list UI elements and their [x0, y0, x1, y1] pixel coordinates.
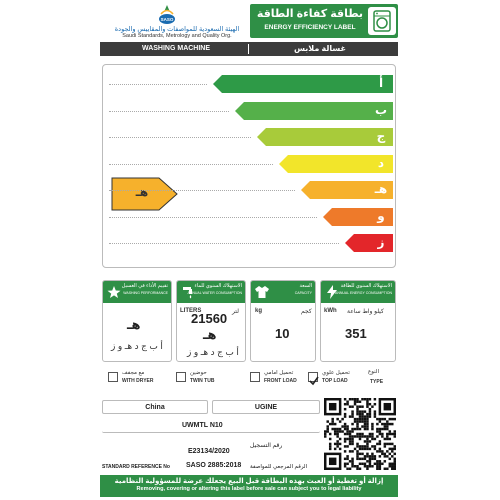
washing-performance-box	[102, 280, 172, 362]
origin-field	[102, 400, 208, 414]
washing-performance-title-english: WASHING PERFORMANCE	[123, 291, 168, 295]
scale-guide-line	[109, 111, 229, 112]
rating-arrow-letter: هـ	[135, 185, 149, 199]
type-label-arabic-item: مع مجفف	[122, 370, 145, 376]
energy-class-bar	[345, 234, 393, 252]
annual-energy-box	[320, 280, 396, 362]
type-checkbox[interactable]	[108, 372, 118, 382]
capacity-title-arabic: السعة	[299, 283, 312, 289]
product-name-english: WASHING MACHINE	[141, 45, 211, 52]
energy-class-letter: ز	[377, 235, 385, 249]
energy-class-bar	[257, 128, 393, 146]
washing-performance-title-arabic: تقييم الأداء في الغسيل	[121, 283, 168, 289]
qr-code[interactable]	[324, 398, 396, 470]
model-field	[102, 419, 320, 433]
capacity-header	[251, 281, 315, 303]
scale-guide-line	[109, 217, 317, 218]
energy-scale	[102, 64, 396, 268]
energy-class-bar-shape	[235, 102, 393, 120]
energy-class-bar	[279, 155, 393, 173]
org-name-english: Saudi Standards, Metrology and Quality Org.	[122, 33, 232, 39]
energy-class-bar-shape	[213, 75, 393, 93]
legal-warning	[100, 475, 398, 497]
energy-label	[100, 2, 398, 497]
legal-warning-english: Removing, covering or altering this label before sale can subject you to legal liability	[136, 486, 362, 492]
type-label-english-item: WITH DRYER	[122, 378, 154, 384]
type-label-english-item: TOP LOAD	[322, 378, 348, 384]
water-grade-scale: أ ب ج د هـ و ز	[187, 347, 239, 357]
scale-guide-line	[109, 164, 273, 165]
energy-class-letter: أ	[378, 76, 384, 90]
scale-guide-line	[109, 190, 295, 191]
water-consumption-value: 21560	[191, 311, 228, 326]
model-value: UWMTL N10	[182, 422, 223, 429]
washing-machine-icon	[368, 7, 396, 35]
standard-reference-label-arabic: الرقم المرجعي للمواصفة	[250, 464, 308, 470]
energy-class-bar	[235, 102, 393, 120]
water-grade: هـ	[203, 327, 217, 342]
annual-energy-header	[321, 281, 395, 303]
saso-logo-text: SASO	[160, 17, 174, 22]
type-checkbox[interactable]	[176, 372, 186, 382]
product-bar-divider	[248, 44, 249, 54]
water-consumption-title-english: ANNUAL WATER CONSUMPTION	[187, 291, 242, 295]
water-unit-arabic: لتر	[232, 309, 239, 315]
energy-class-letter: د	[377, 155, 385, 170]
label-title-box	[250, 4, 398, 38]
annual-energy-title-arabic: الاستهلاك السنوي للطاقة	[340, 283, 392, 289]
scale-guide-line	[109, 84, 207, 85]
brand-value: UGINE	[254, 404, 278, 411]
annual-energy-value: 351	[345, 326, 367, 341]
check-mark-icon	[309, 376, 319, 386]
standard-reference-value: SASO 2885:2018	[186, 462, 242, 469]
label-header	[100, 2, 398, 40]
product-name-arabic: غسالة ملابس	[293, 44, 347, 53]
org-name-arabic: الهيئة السعودية للمواصفات والمقاييس والجودة	[114, 26, 240, 33]
scale-guide-line	[109, 137, 251, 138]
type-checkbox[interactable]	[308, 372, 318, 382]
registration-number: E23134/2020	[188, 448, 230, 455]
energy-class-letter: ب	[374, 102, 388, 117]
label-title-english: ENERGY EFFICIENCY LABEL	[264, 24, 356, 31]
type-label-arabic-item: تحميل علوي	[322, 370, 350, 376]
energy-unit-arabic: كيلو واط ساعة	[347, 309, 384, 315]
capacity-value: 10	[275, 326, 290, 341]
rating-arrow	[111, 177, 179, 211]
water-unit-english: LITERS	[180, 308, 202, 314]
type-label-arabic: النوع	[368, 369, 379, 375]
energy-class-letter: ج	[376, 129, 386, 143]
type-label-arabic-item: تحميل امامي	[264, 370, 294, 376]
energy-unit-english: kWh	[324, 308, 337, 314]
label-title-arabic: بطاقة كفاءة الطاقة	[256, 8, 364, 20]
type-label-english: TYPE	[370, 379, 384, 385]
water-consumption-title-arabic: الاستهلاك السنوي للماء	[194, 283, 242, 289]
capacity-unit-arabic: كجم	[301, 309, 312, 315]
standard-reference-label-english: STANDARD REFERENCE No	[102, 464, 170, 470]
brand-field	[212, 400, 320, 414]
saso-logo-icon	[156, 4, 178, 26]
registration-label-arabic: رقم التسجيل	[250, 443, 283, 449]
capacity-box	[250, 280, 316, 362]
type-label-english-item: FRONT LOAD	[264, 378, 297, 384]
energy-class-letter: هـ	[374, 182, 388, 196]
product-bar	[100, 42, 398, 56]
type-checkbox[interactable]	[250, 372, 260, 382]
washing-performance-header	[103, 281, 171, 303]
scale-guide-line	[109, 243, 339, 244]
annual-energy-title-english: ANNUAL ENERGY CONSUMPTION	[335, 291, 392, 295]
capacity-unit-english: kg	[255, 308, 263, 314]
capacity-title-english: CAPACITY	[294, 291, 312, 295]
washing-performance-scale: أ ب ج د هـ و ز	[111, 341, 163, 351]
origin-value: China	[145, 404, 165, 411]
type-label-arabic-item: حوضين	[190, 370, 207, 376]
type-label-english-item: TWIN TUB	[190, 378, 215, 384]
shirt-icon	[254, 284, 270, 300]
energy-class-bar	[301, 181, 393, 199]
legal-warning-arabic: إزالة أو تغطية أو العبث بهذه البطاقة قبل البيع يجعلك عرضة للمسؤولية النظامية	[114, 478, 384, 485]
energy-class-letter: و	[377, 208, 385, 223]
energy-class-bar	[213, 75, 393, 93]
water-consumption-header	[177, 281, 245, 303]
stars-icon	[106, 284, 122, 300]
washing-performance-grade: هـ	[127, 317, 141, 332]
energy-class-bar	[323, 208, 393, 226]
water-consumption-box	[176, 280, 246, 362]
